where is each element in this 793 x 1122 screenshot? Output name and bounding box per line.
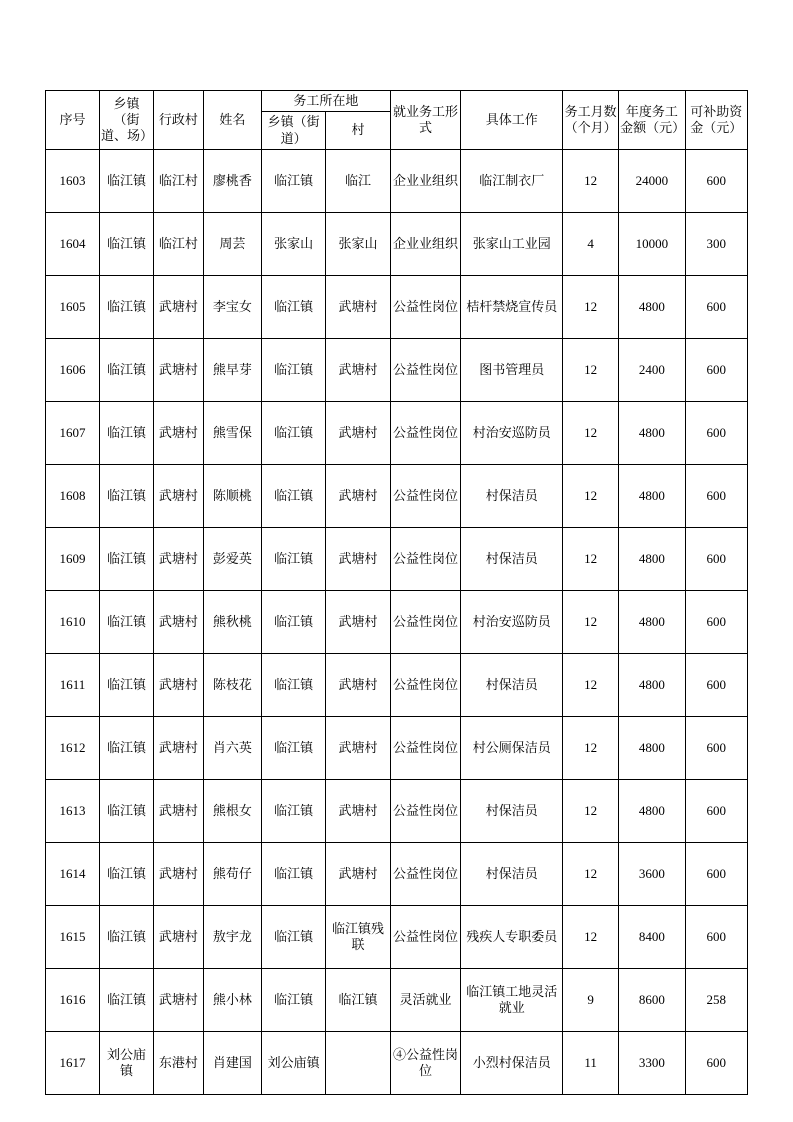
cell-village: 武塘村 xyxy=(153,653,203,716)
cell-work-township: 临江镇 xyxy=(261,590,325,653)
table-row xyxy=(46,653,748,716)
cell-subsidy: 600 xyxy=(685,842,747,905)
cell-months: 12 xyxy=(563,716,619,779)
cell-township: 临江镇 xyxy=(99,212,153,275)
header-subsidy: 可补助资金（元） xyxy=(685,91,747,150)
cell-township: 临江镇 xyxy=(99,653,153,716)
cell-specific-work: 桔杆禁烧宣传员 xyxy=(461,275,563,338)
cell-village: 武塘村 xyxy=(153,590,203,653)
table-header xyxy=(46,91,748,150)
cell-annual-amount: 4800 xyxy=(619,527,685,590)
cell-township: 临江镇 xyxy=(99,905,153,968)
cell-work-village xyxy=(326,1031,390,1094)
cell-subsidy: 600 xyxy=(685,590,747,653)
cell-seq: 1615 xyxy=(46,905,100,968)
cell-name: 陈顺桃 xyxy=(203,464,261,527)
cell-annual-amount: 8400 xyxy=(619,905,685,968)
cell-specific-work: 村保洁员 xyxy=(461,464,563,527)
header-work-location-group: 务工所在地 xyxy=(261,91,390,112)
cell-work-type: ④公益性岗位 xyxy=(390,1031,461,1094)
table-body xyxy=(46,149,748,1094)
cell-specific-work: 残疾人专职委员 xyxy=(461,905,563,968)
cell-seq: 1612 xyxy=(46,716,100,779)
cell-seq: 1604 xyxy=(46,212,100,275)
cell-village: 武塘村 xyxy=(153,401,203,464)
cell-annual-amount: 4800 xyxy=(619,779,685,842)
cell-subsidy: 600 xyxy=(685,653,747,716)
cell-township: 临江镇 xyxy=(99,968,153,1031)
cell-name: 熊苟仔 xyxy=(203,842,261,905)
cell-specific-work: 村保洁员 xyxy=(461,779,563,842)
cell-seq: 1603 xyxy=(46,149,100,212)
cell-annual-amount: 4800 xyxy=(619,401,685,464)
cell-months: 11 xyxy=(563,1031,619,1094)
cell-village: 武塘村 xyxy=(153,779,203,842)
cell-work-township: 临江镇 xyxy=(261,149,325,212)
cell-annual-amount: 2400 xyxy=(619,338,685,401)
cell-village: 武塘村 xyxy=(153,716,203,779)
header-work-type: 就业务工形式 xyxy=(390,91,461,150)
cell-seq: 1605 xyxy=(46,275,100,338)
cell-village: 武塘村 xyxy=(153,464,203,527)
cell-seq: 1617 xyxy=(46,1031,100,1094)
cell-annual-amount: 4800 xyxy=(619,275,685,338)
cell-village: 武塘村 xyxy=(153,527,203,590)
cell-work-type: 企业业组织 xyxy=(390,149,461,212)
table-row xyxy=(46,968,748,1031)
cell-work-village: 武塘村 xyxy=(326,275,390,338)
cell-subsidy: 600 xyxy=(685,527,747,590)
cell-subsidy: 600 xyxy=(685,149,747,212)
cell-specific-work: 临江镇工地灵活就业 xyxy=(461,968,563,1031)
cell-township: 临江镇 xyxy=(99,149,153,212)
cell-work-township: 临江镇 xyxy=(261,338,325,401)
cell-work-village: 临江镇 xyxy=(326,968,390,1031)
cell-seq: 1613 xyxy=(46,779,100,842)
table-row xyxy=(46,1031,748,1094)
cell-work-township: 临江镇 xyxy=(261,779,325,842)
cell-work-village: 武塘村 xyxy=(326,338,390,401)
cell-months: 12 xyxy=(563,527,619,590)
cell-seq: 1610 xyxy=(46,590,100,653)
cell-seq: 1608 xyxy=(46,464,100,527)
cell-months: 12 xyxy=(563,653,619,716)
header-specific-work: 具体工作 xyxy=(461,91,563,150)
cell-work-type: 公益性岗位 xyxy=(390,527,461,590)
header-work-location-village: 村 xyxy=(326,112,390,150)
cell-work-type: 公益性岗位 xyxy=(390,590,461,653)
cell-specific-work: 图书管理员 xyxy=(461,338,563,401)
cell-work-township: 临江镇 xyxy=(261,905,325,968)
cell-annual-amount: 3600 xyxy=(619,842,685,905)
cell-name: 肖六英 xyxy=(203,716,261,779)
cell-months: 12 xyxy=(563,275,619,338)
table-row xyxy=(46,401,748,464)
cell-work-township: 临江镇 xyxy=(261,968,325,1031)
cell-work-township: 临江镇 xyxy=(261,653,325,716)
worker-subsidy-table xyxy=(45,90,748,1095)
cell-seq: 1609 xyxy=(46,527,100,590)
cell-work-type: 公益性岗位 xyxy=(390,401,461,464)
cell-work-type: 企业业组织 xyxy=(390,212,461,275)
cell-work-township: 临江镇 xyxy=(261,842,325,905)
cell-months: 12 xyxy=(563,590,619,653)
cell-township: 临江镇 xyxy=(99,464,153,527)
table-row xyxy=(46,149,748,212)
cell-specific-work: 村治安巡防员 xyxy=(461,590,563,653)
cell-seq: 1611 xyxy=(46,653,100,716)
table-row xyxy=(46,590,748,653)
cell-seq: 1616 xyxy=(46,968,100,1031)
table-row xyxy=(46,779,748,842)
header-name: 姓名 xyxy=(203,91,261,150)
cell-specific-work: 村治安巡防员 xyxy=(461,401,563,464)
cell-work-village: 武塘村 xyxy=(326,779,390,842)
cell-township: 临江镇 xyxy=(99,590,153,653)
cell-subsidy: 600 xyxy=(685,1031,747,1094)
cell-village: 武塘村 xyxy=(153,338,203,401)
cell-name: 李宝女 xyxy=(203,275,261,338)
cell-work-township: 临江镇 xyxy=(261,401,325,464)
cell-specific-work: 村公厕保洁员 xyxy=(461,716,563,779)
cell-months: 4 xyxy=(563,212,619,275)
cell-work-village: 武塘村 xyxy=(326,842,390,905)
cell-work-village: 张家山 xyxy=(326,212,390,275)
cell-annual-amount: 10000 xyxy=(619,212,685,275)
cell-subsidy: 600 xyxy=(685,401,747,464)
table-row xyxy=(46,338,748,401)
cell-village: 临江村 xyxy=(153,149,203,212)
cell-work-village: 临江 xyxy=(326,149,390,212)
cell-specific-work: 村保洁员 xyxy=(461,842,563,905)
cell-work-township: 刘公庙镇 xyxy=(261,1031,325,1094)
cell-specific-work: 张家山工业园 xyxy=(461,212,563,275)
header-annual-amount: 年度务工金额（元） xyxy=(619,91,685,150)
cell-name: 熊早芽 xyxy=(203,338,261,401)
cell-work-type: 公益性岗位 xyxy=(390,338,461,401)
cell-subsidy: 300 xyxy=(685,212,747,275)
cell-annual-amount: 8600 xyxy=(619,968,685,1031)
cell-name: 熊小林 xyxy=(203,968,261,1031)
table-row xyxy=(46,275,748,338)
cell-work-township: 临江镇 xyxy=(261,527,325,590)
table-row xyxy=(46,905,748,968)
cell-subsidy: 600 xyxy=(685,779,747,842)
table-row xyxy=(46,212,748,275)
cell-village: 武塘村 xyxy=(153,275,203,338)
cell-months: 12 xyxy=(563,149,619,212)
table-row xyxy=(46,716,748,779)
cell-township: 临江镇 xyxy=(99,716,153,779)
cell-work-township: 临江镇 xyxy=(261,275,325,338)
cell-work-township: 临江镇 xyxy=(261,716,325,779)
cell-work-township: 临江镇 xyxy=(261,464,325,527)
cell-months: 12 xyxy=(563,401,619,464)
cell-township: 临江镇 xyxy=(99,779,153,842)
cell-work-village: 武塘村 xyxy=(326,590,390,653)
cell-work-village: 武塘村 xyxy=(326,527,390,590)
cell-specific-work: 小烈村保洁员 xyxy=(461,1031,563,1094)
cell-specific-work: 村保洁员 xyxy=(461,653,563,716)
table-row xyxy=(46,842,748,905)
cell-work-type: 灵活就业 xyxy=(390,968,461,1031)
cell-name: 熊雪保 xyxy=(203,401,261,464)
cell-subsidy: 600 xyxy=(685,275,747,338)
cell-annual-amount: 4800 xyxy=(619,653,685,716)
cell-annual-amount: 3300 xyxy=(619,1031,685,1094)
header-township: 乡镇（街道、场） xyxy=(99,91,153,150)
cell-months: 9 xyxy=(563,968,619,1031)
cell-months: 12 xyxy=(563,464,619,527)
cell-township: 临江镇 xyxy=(99,527,153,590)
cell-village: 东港村 xyxy=(153,1031,203,1094)
cell-annual-amount: 4800 xyxy=(619,716,685,779)
cell-seq: 1614 xyxy=(46,842,100,905)
cell-township: 刘公庙镇 xyxy=(99,1031,153,1094)
cell-months: 12 xyxy=(563,905,619,968)
cell-village: 临江村 xyxy=(153,212,203,275)
header-seq: 序号 xyxy=(46,91,100,150)
cell-months: 12 xyxy=(563,842,619,905)
cell-specific-work: 村保洁员 xyxy=(461,527,563,590)
cell-village: 武塘村 xyxy=(153,905,203,968)
cell-name: 熊根女 xyxy=(203,779,261,842)
header-months: 务工月数（个月） xyxy=(563,91,619,150)
header-row-top xyxy=(46,91,748,112)
cell-subsidy: 600 xyxy=(685,905,747,968)
cell-work-village: 武塘村 xyxy=(326,464,390,527)
cell-township: 临江镇 xyxy=(99,338,153,401)
cell-name: 肖建国 xyxy=(203,1031,261,1094)
cell-name: 敖宇龙 xyxy=(203,905,261,968)
cell-months: 12 xyxy=(563,338,619,401)
table-row xyxy=(46,527,748,590)
cell-work-type: 公益性岗位 xyxy=(390,905,461,968)
cell-annual-amount: 4800 xyxy=(619,464,685,527)
cell-seq: 1606 xyxy=(46,338,100,401)
cell-annual-amount: 24000 xyxy=(619,149,685,212)
header-work-location-township: 乡镇（街道） xyxy=(261,112,325,150)
cell-work-township: 张家山 xyxy=(261,212,325,275)
cell-village: 武塘村 xyxy=(153,842,203,905)
cell-township: 临江镇 xyxy=(99,842,153,905)
cell-village: 武塘村 xyxy=(153,968,203,1031)
cell-township: 临江镇 xyxy=(99,401,153,464)
cell-work-village: 武塘村 xyxy=(326,401,390,464)
cell-work-village: 武塘村 xyxy=(326,716,390,779)
cell-subsidy: 600 xyxy=(685,338,747,401)
cell-name: 廖桃香 xyxy=(203,149,261,212)
cell-name: 陈枝花 xyxy=(203,653,261,716)
cell-work-type: 公益性岗位 xyxy=(390,464,461,527)
cell-subsidy: 600 xyxy=(685,464,747,527)
cell-township: 临江镇 xyxy=(99,275,153,338)
cell-work-village: 武塘村 xyxy=(326,653,390,716)
header-village: 行政村 xyxy=(153,91,203,150)
cell-work-type: 公益性岗位 xyxy=(390,779,461,842)
cell-months: 12 xyxy=(563,779,619,842)
cell-name: 周芸 xyxy=(203,212,261,275)
table-row xyxy=(46,464,748,527)
cell-work-type: 公益性岗位 xyxy=(390,716,461,779)
cell-work-village: 临江镇残联 xyxy=(326,905,390,968)
cell-specific-work: 临江制衣厂 xyxy=(461,149,563,212)
cell-work-type: 公益性岗位 xyxy=(390,653,461,716)
cell-subsidy: 600 xyxy=(685,716,747,779)
cell-work-type: 公益性岗位 xyxy=(390,842,461,905)
cell-annual-amount: 4800 xyxy=(619,590,685,653)
cell-subsidy: 258 xyxy=(685,968,747,1031)
cell-name: 彭爱英 xyxy=(203,527,261,590)
cell-name: 熊秋桃 xyxy=(203,590,261,653)
cell-work-type: 公益性岗位 xyxy=(390,275,461,338)
cell-seq: 1607 xyxy=(46,401,100,464)
